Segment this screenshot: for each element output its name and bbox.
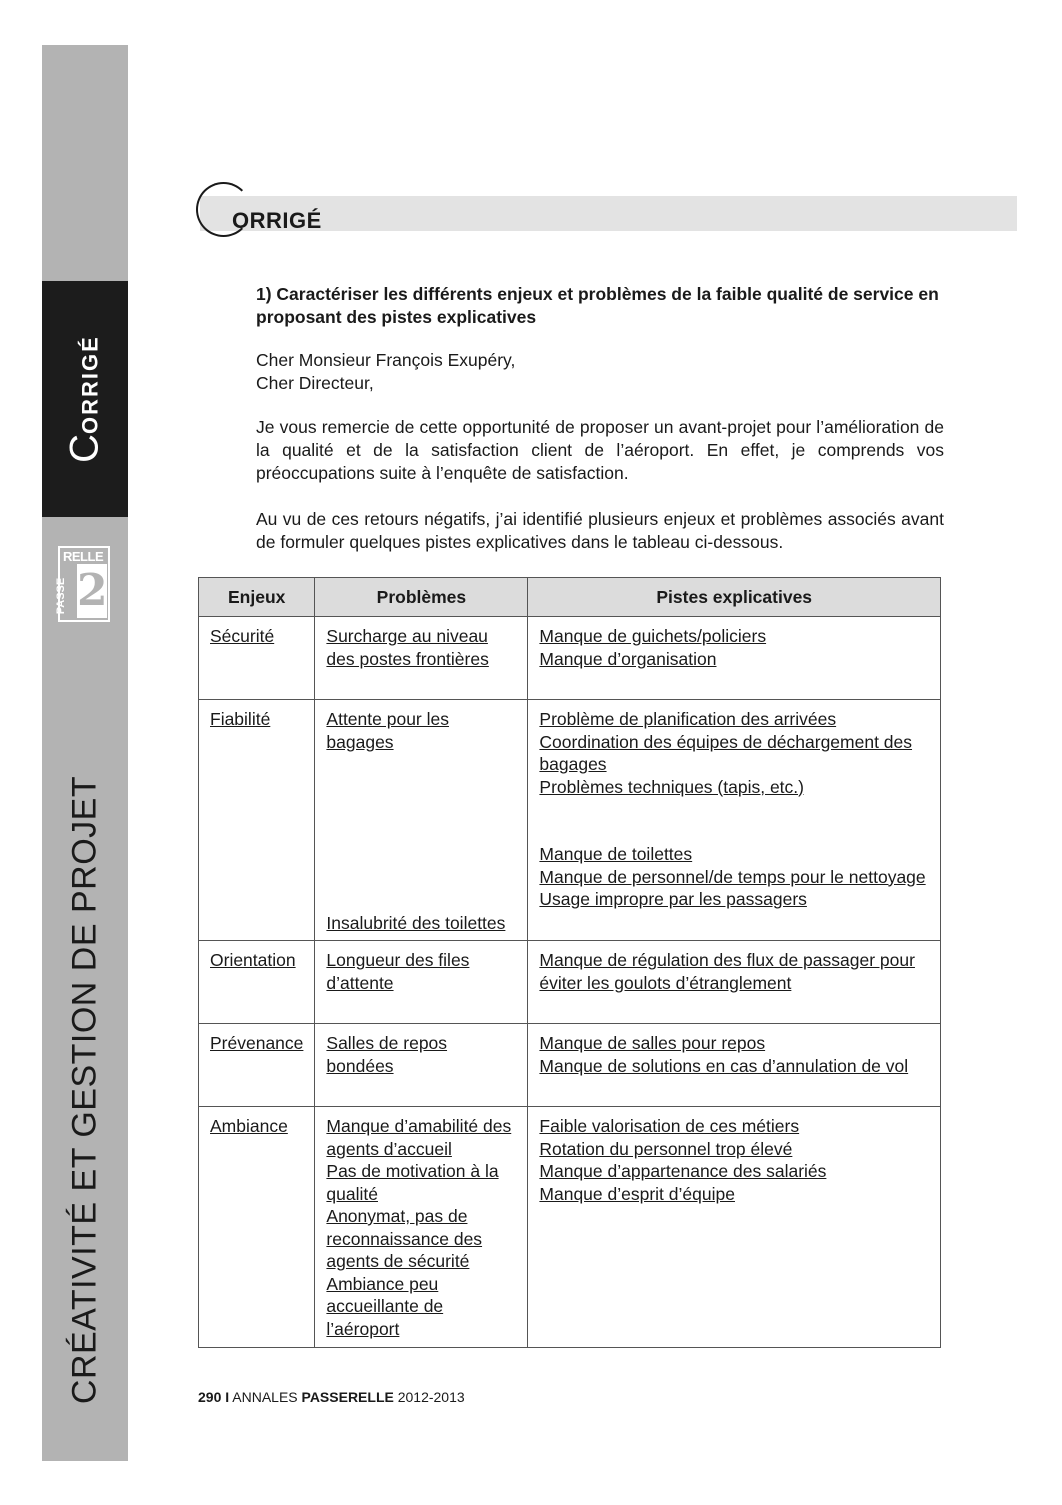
logo-relle: RELLE bbox=[63, 549, 104, 564]
logo-passe: PASSE bbox=[55, 577, 68, 615]
table-row bbox=[199, 1107, 941, 1348]
header-pistes: Pistes explicatives bbox=[528, 578, 941, 617]
table-row bbox=[199, 1024, 941, 1107]
salutation-line-2: Cher Directeur, bbox=[256, 373, 374, 393]
page-footer bbox=[198, 1389, 465, 1405]
salutation-line-1: Cher Monsieur François Exupéry, bbox=[256, 350, 516, 370]
side-title-rest: ORRIGÉ bbox=[77, 335, 103, 434]
cell-pistes: Manque de régulation des flux de passager pour éviter les goulots d’étranglement bbox=[528, 941, 941, 1024]
cell-problemes: Salles de repos bondées bbox=[315, 1024, 528, 1107]
side-subject-title: CRÉATIVITÉ ET GESTION DE PROJET bbox=[65, 775, 104, 1405]
cell-enjeu: Sécurité bbox=[199, 617, 315, 700]
cell-pistes: Manque de guichets/policiers Manque d’organisation bbox=[528, 617, 941, 700]
footer-annales: ANNALES bbox=[232, 1389, 298, 1405]
cell-enjeu: Orientation bbox=[199, 941, 315, 1024]
footer-separator: I bbox=[225, 1389, 230, 1405]
footer-brand: PASSERELLE bbox=[301, 1389, 394, 1405]
header-problemes: Problèmes bbox=[315, 578, 528, 617]
page-title: ORRIGÉ bbox=[232, 208, 322, 233]
cell-enjeu: Fiabilité bbox=[199, 700, 315, 941]
table-row bbox=[199, 700, 941, 941]
cell-enjeu: Prévenance bbox=[199, 1024, 315, 1107]
paragraph-analysis: Au vu de ces retours négatifs, j’ai identifié plusieurs enjeux et problèmes associés avant de formuler quelques pistes explicatives dans le tableau ci-dessous. bbox=[256, 509, 944, 552]
paragraph-intro: Je vous remercie de cette opportunité de proposer un avant-projet pour l’amélioration de la qualité et de la satisfaction client de l’aéroport. En effet, je comprends vos préoccupations suite à l’enquête de satisfaction. bbox=[256, 417, 944, 483]
passerelle-logo bbox=[55, 546, 110, 622]
cell-problemes: Manque d’amabilité des agents d’accueil Pas de motivation à la qualité Anonymat, pas de reconnaissance des agents de sécurité Ambiance peu accueillante de l’aéroport bbox=[315, 1107, 528, 1348]
logo-number: 2 bbox=[77, 565, 108, 616]
header-bar bbox=[200, 196, 1017, 231]
table-row bbox=[199, 941, 941, 1024]
cell-pistes: Manque de salles pour repos Manque de solutions en cas d’annulation de vol bbox=[528, 1024, 941, 1107]
question-heading: 1) Caractériser les différents enjeux et problèmes de la faible qualité de service en proposant des pistes explicatives bbox=[256, 284, 939, 327]
side-section-title bbox=[63, 335, 108, 463]
issues-table bbox=[198, 577, 941, 1348]
cell-enjeu: Ambiance bbox=[199, 1107, 315, 1348]
salutation bbox=[256, 349, 944, 395]
cell-pistes: Faible valorisation de ces métiers Rotation du personnel trop élevé Manque d’appartenance des salariés Manque d’esprit d’équipe bbox=[528, 1107, 941, 1348]
cell-problemes: Surcharge au niveau des postes frontières bbox=[315, 617, 528, 700]
cell-problemes: Attente pour les bagages Insalubrité des toilettes bbox=[315, 700, 528, 941]
header-enjeux: Enjeux bbox=[199, 578, 315, 617]
page-number: 290 bbox=[198, 1389, 222, 1405]
cell-pistes: Problème de planification des arrivées Coordination des équipes de déchargement des bagages Problèmes techniques (tapis, etc.) Manque de toilettes Manque de personnel/de temps pour le nettoyage Usage impropre par les passagers bbox=[528, 700, 941, 941]
table-header-row bbox=[199, 578, 941, 617]
footer-years: 2012-2013 bbox=[397, 1389, 465, 1405]
table-row bbox=[199, 617, 941, 700]
cell-problemes: Longueur des files d’attente bbox=[315, 941, 528, 1024]
side-title-initial: C bbox=[62, 433, 107, 463]
